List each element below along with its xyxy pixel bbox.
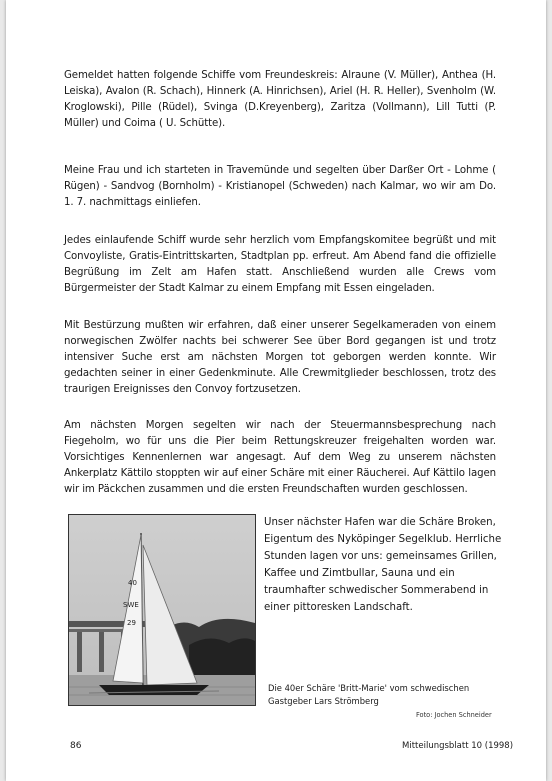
sail-number-2: 29: [127, 619, 136, 627]
paragraph-participants: Gemeldet hatten folgende Schiffe vom Freundeskreis: Alraune (V. Müller), Anthea (H. Leiska), Avalon (R. Schach), Hinnerk (A. Hinrichsen), Ariel (H. R. Heller), Svenholm (W. Kroglowski), Pille (Rüdel), Svinga (D.Kreyenberg), Zaritza (Vollmann), Lill Tutti (P. Müller) und Coima ( U. Schütte).: [64, 70, 496, 129]
page-number: 86: [70, 741, 82, 751]
document-page: [6, 0, 546, 781]
sailboat-illustration: [69, 515, 255, 705]
sail-number: 40: [128, 579, 137, 587]
paragraph-next-morning: Am nächsten Morgen segelten wir nach der Steuermannsbesprechung nach Fiegeholm, wo für uns die Pier beim Rettungskreuzer freigehalten worden war. Vorsichtiges Kennenlernen war angesagt. Auf dem Weg zu unserem nächsten Ankerplatz Kättilo stoppten wir auf einer Schäre mit einer Räucherei. Auf Kättilo lagen wir im Päckchen zusammen und die ersten Freundschaften wurden geschlossen.: [64, 420, 496, 495]
photo-caption: Die 40er Schäre 'Britt-Marie' vom schwedischen Gastgeber Lars Strömberg: [268, 683, 470, 706]
paragraph-welcome: Jedes einlaufende Schiff wurde sehr herzlich vom Empfangskomitee begrüßt und mit Convoyliste, Gratis-Eintrittskarten, Stadtplan pp. erfreut. Am Abend fand die offizielle Begrüßung im Zelt am Hafen statt. Anschließend wurden alle Crews vom Bürgermeister der Stadt Kalmar zu einem Empfang mit Essen eingeladen.: [64, 235, 496, 294]
paragraph-broken: Unser nächster Hafen war die Schäre Broken, Eigentum des Nyköpinger Segelklub. Herrliche Stunden lagen vor uns: gemeinsames Grillen, Kaffee und Zimtbullar, Sauna und ein traumhafter schwedischer Sommerabend in einer pittoresken Landschaft.: [264, 517, 502, 613]
paragraph-accident: Mit Bestürzung mußten wir erfahren, daß einer unserer Segelkameraden von einem norwegischen Zwölfer nachts bei schwerer See über Bord gegangen ist und trotz intensiver Suche erst am nächsten Morgen tot geborgen werden konnte. Wir gedachten seiner in einer Gedenkminute. Alle Crewmitglieder beschlossen, trotz des traurigen Ereignisses den Convoy fortzusetzen.: [64, 320, 496, 395]
photo-credit: Foto: Jochen Schneider: [416, 711, 492, 719]
sail-country: SWE: [123, 601, 139, 609]
publication-footer: Mitteilungsblatt 10 (1998): [402, 741, 514, 751]
sailboat-photo: [68, 514, 256, 706]
paragraph-route: Meine Frau und ich starteten in Travemünde und segelten über Darßer Ort - Lohme ( Rügen) - Sandvog (Bornholm) - Kristianopel (Schweden) nach Kalmar, wo wir am Do. 1. 7. nachmittags einliefen.: [64, 165, 496, 208]
